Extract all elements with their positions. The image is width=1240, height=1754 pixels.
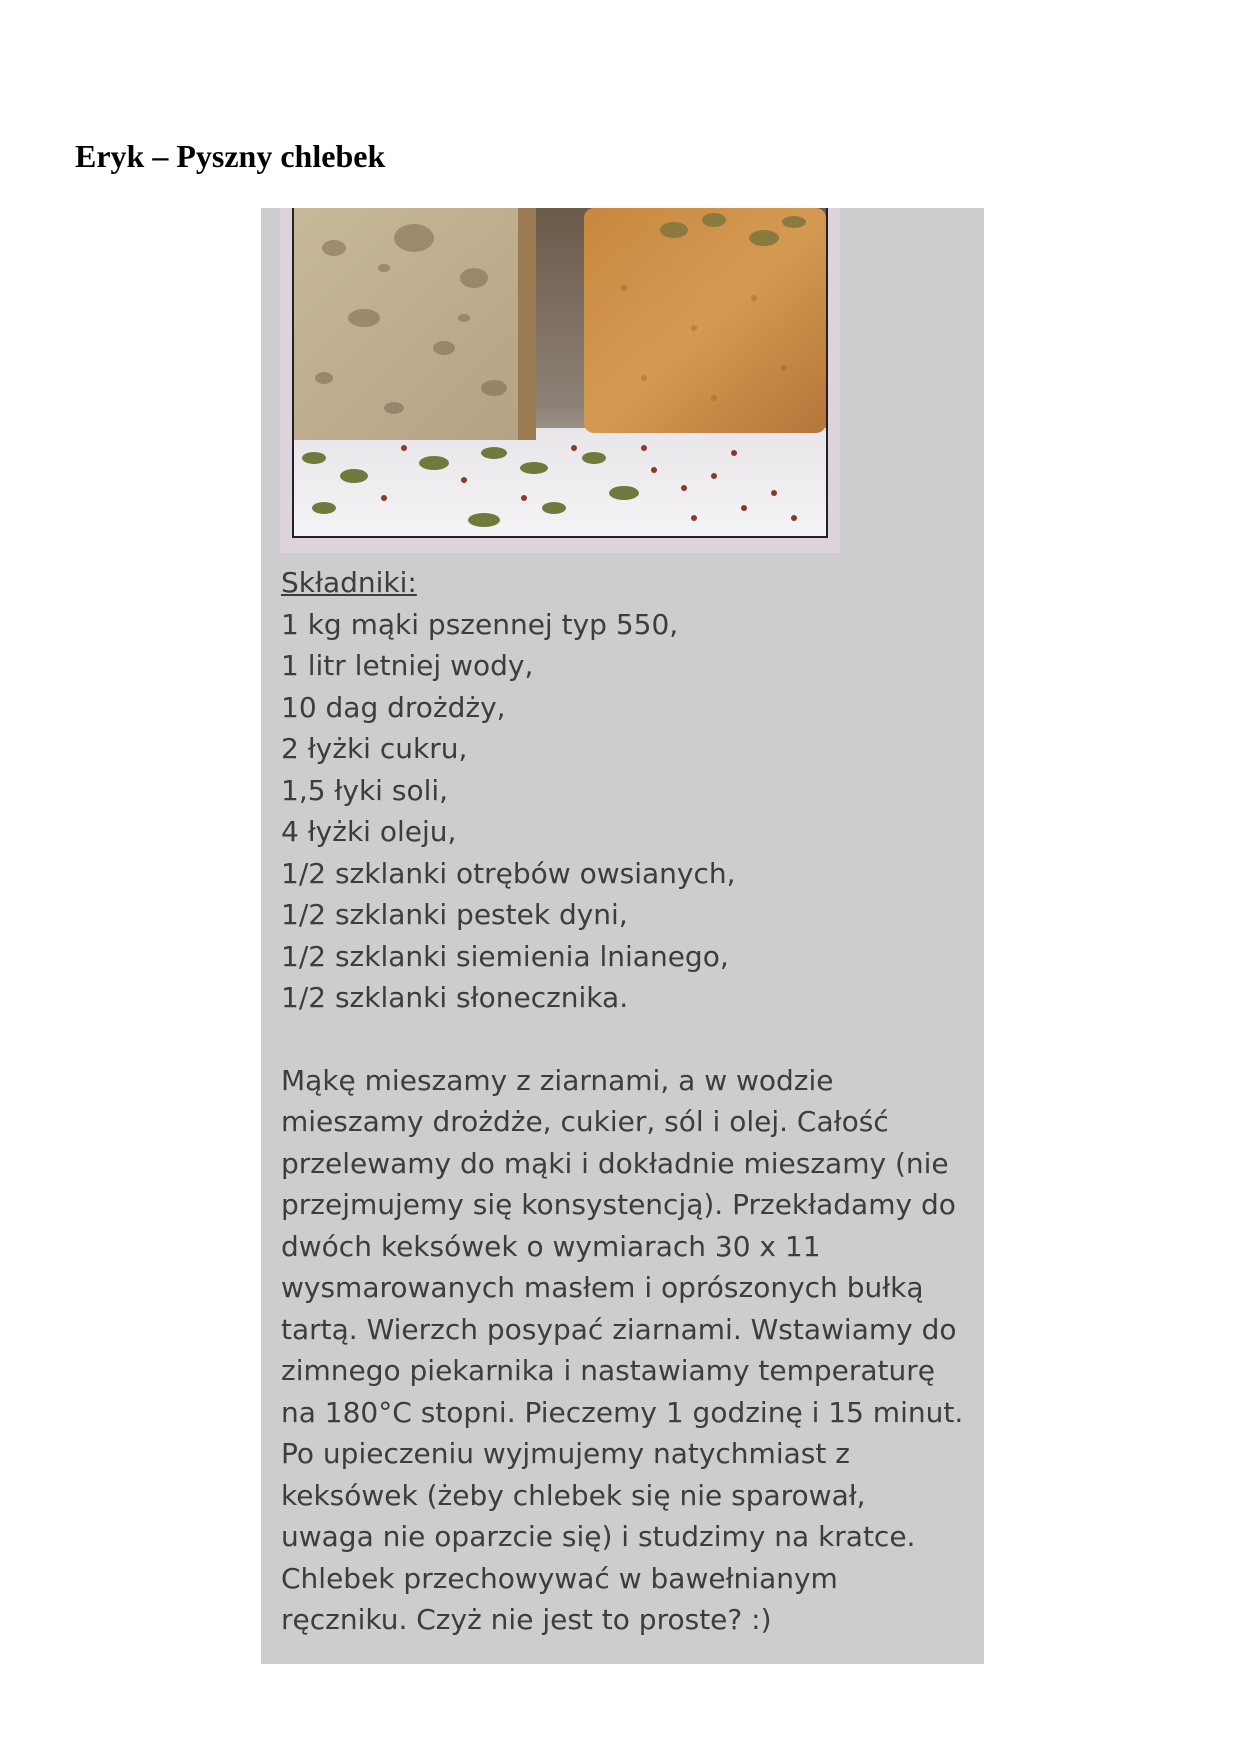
bread-illustration — [294, 208, 826, 538]
method-line: przejmujemy się konsystencją). Przekładamy do — [281, 1188, 956, 1221]
ingredient-item: 1,5 łyki soli, — [281, 773, 449, 807]
ingredient-item: 1/2 szklanki pestek dyni, — [281, 898, 628, 931]
ingredient-item: 10 dag drożdży, — [281, 690, 506, 724]
method-line: uwaga nie oparzcie się) i studzimy na kratce. — [281, 1520, 916, 1553]
ingredient-item: 1/2 szklanki otrębów owsianych, — [281, 856, 736, 890]
method-line: na 180°C stopni. Pieczemy 1 godzinę i 15 minut. — [281, 1395, 964, 1429]
method-line: Chlebek przechowywać w bawełnianym — [281, 1561, 838, 1595]
ingredient-item: 1 kg mąki pszennej typ 550, — [281, 607, 679, 641]
ingredient-item: 1/2 szklanki słonecznika. — [281, 981, 629, 1014]
ingredients-heading: Składniki: — [281, 566, 417, 599]
method-line: ręczniku. Czyż nie jest to proste? :) — [281, 1603, 772, 1636]
method-line: wysmarowanych masłem i oprószonych bułką — [281, 1271, 924, 1304]
method-line: Mąkę mieszamy z ziarnami, a w wodzie — [281, 1063, 834, 1097]
ingredient-item: 2 łyżki cukru, — [281, 732, 468, 765]
method-line: przelewamy do mąki i dokładnie mieszamy (nie — [281, 1146, 949, 1180]
photo-frame — [280, 208, 840, 553]
method-line: zimnego piekarnika i nastawiamy temperaturę — [281, 1354, 936, 1387]
method-line: tartą. Wierzch posypać ziarnami. Wstawiamy do — [281, 1312, 957, 1346]
recipe-card — [261, 208, 984, 1664]
ingredients-list — [281, 604, 971, 1019]
ingredient-item: 4 łyżki oleju, — [281, 815, 457, 848]
method-line: keksówek (żeby chlebek się nie sparował, — [281, 1478, 866, 1512]
ingredient-item: 1/2 szklanki siemienia lnianego, — [281, 939, 729, 973]
method-line: mieszamy drożdże, cukier, sól i olej. Całość — [281, 1105, 889, 1138]
method-line: Po upieczeniu wyjmujemy natychmiast z — [281, 1437, 850, 1470]
bread-photo — [292, 208, 828, 538]
method-line: dwóch keksówek o wymiarach 30 x 11 — [281, 1229, 821, 1263]
page-title: Eryk – Pyszny chlebek — [75, 138, 386, 174]
ingredient-item: 1 litr letniej wody, — [281, 649, 534, 682]
recipe-text — [281, 562, 971, 1641]
method-paragraph — [281, 1060, 971, 1641]
